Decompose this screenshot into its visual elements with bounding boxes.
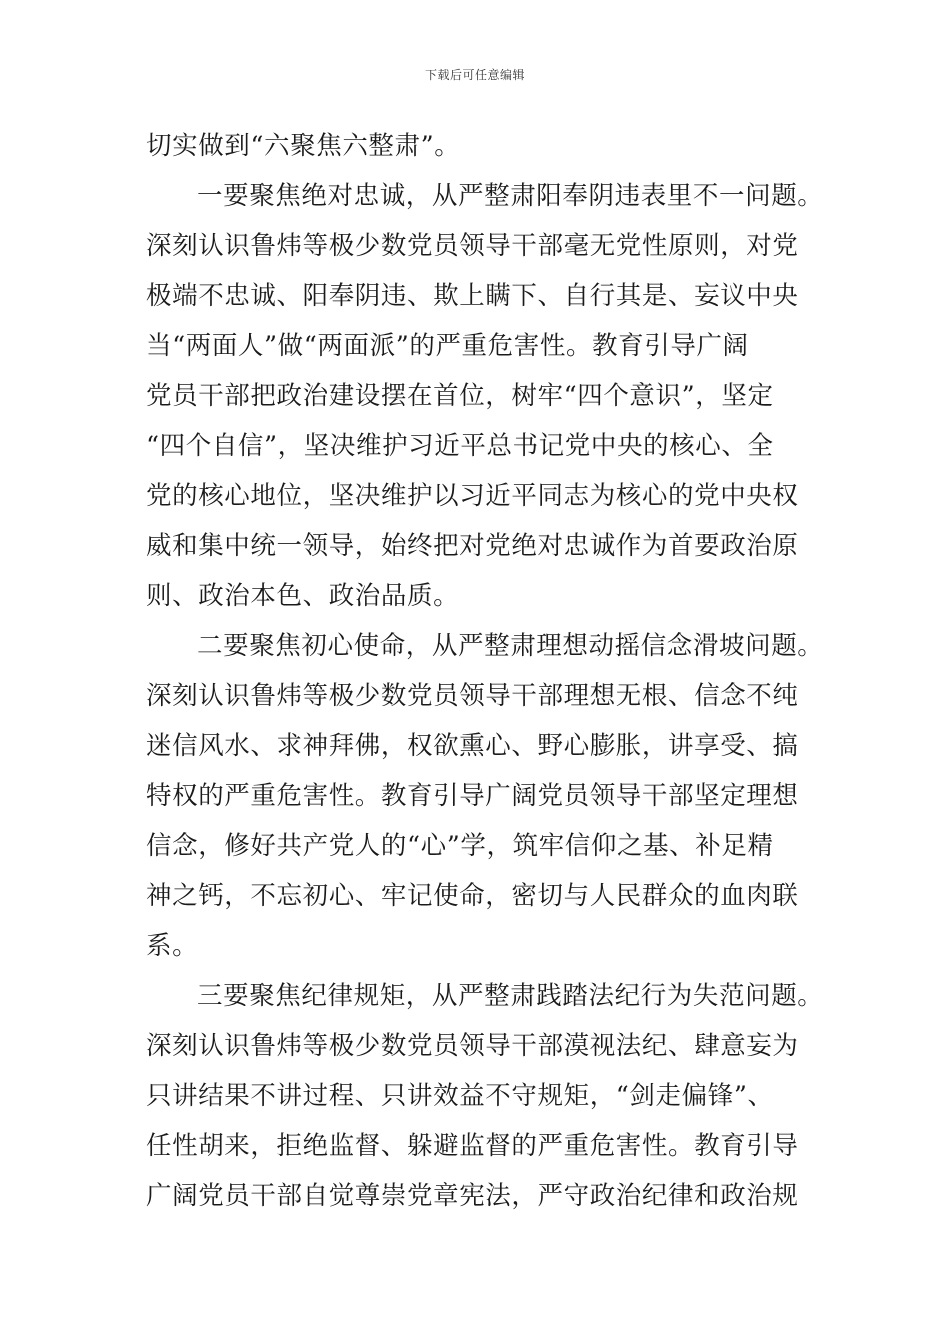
text-line: 二要聚焦初心使命，从严整肃理想动摇信念滑坡问题。: [197, 631, 824, 661]
text-line: 则、政治本色、政治品质。: [146, 581, 460, 611]
text-line: 深刻认识鲁炜等极少数党员领导干部理想无根、信念不纯: [146, 681, 799, 711]
text-line: 党的核心地位，坚决维护以习近平同志为核心的党中央权: [146, 481, 799, 511]
text-line: 深刻认识鲁炜等极少数党员领导干部毫无党性原则，对党: [146, 231, 799, 261]
text-line: 只讲结果不讲过程、只讲效益不守规矩，“剑走偏锋”、: [146, 1081, 774, 1111]
text-line: “四个自信”，坚决维护习近平总书记党中央的核心、全: [146, 431, 774, 461]
text-line: 深刻认识鲁炜等极少数党员领导干部漠视法纪、肆意妄为: [146, 1031, 799, 1061]
text-line: 威和集中统一领导，始终把对党绝对忠诚作为首要政治原: [146, 531, 799, 561]
text-line: 三要聚焦纪律规矩，从严整肃践踏法纪行为失范问题。: [197, 981, 824, 1011]
text-line: 当“两面人”做“两面派”的严重危害性。教育引导广阔: [146, 331, 749, 361]
text-line: 神之钙，不忘初心、牢记使命，密切与人民群众的血肉联: [146, 881, 799, 911]
text-line: 信念，修好共产党人的“心”学，筑牢信仰之基、补足精: [146, 831, 774, 861]
header-note: 下载后可任意编辑: [424, 68, 525, 82]
text-line: 迷信风水、求神拜佛，权欲熏心、野心膨胀，讲享受、搞: [146, 731, 799, 761]
text-line: 广阔党员干部自觉尊崇党章宪法，严守政治纪律和政治规: [146, 1181, 799, 1211]
text-line: 极端不忠诚、阳奉阴违、欺上瞒下、自行其是、妄议中央: [146, 281, 799, 311]
text-line: 党员干部把政治建设摆在首位，树牢“四个意识”，坚定: [146, 381, 774, 411]
text-line: 系。: [146, 931, 199, 961]
text-line: 特权的严重危害性。教育引导广阔党员领导干部坚定理想: [146, 781, 799, 811]
text-line: 任性胡来，拒绝监督、躲避监督的严重危害性。教育引导: [146, 1131, 799, 1161]
text-line: 切实做到“六聚焦六整肃”。: [146, 131, 461, 161]
text-line: 一要聚焦绝对忠诚，从严整肃阳奉阴违表里不一问题。: [197, 181, 824, 211]
